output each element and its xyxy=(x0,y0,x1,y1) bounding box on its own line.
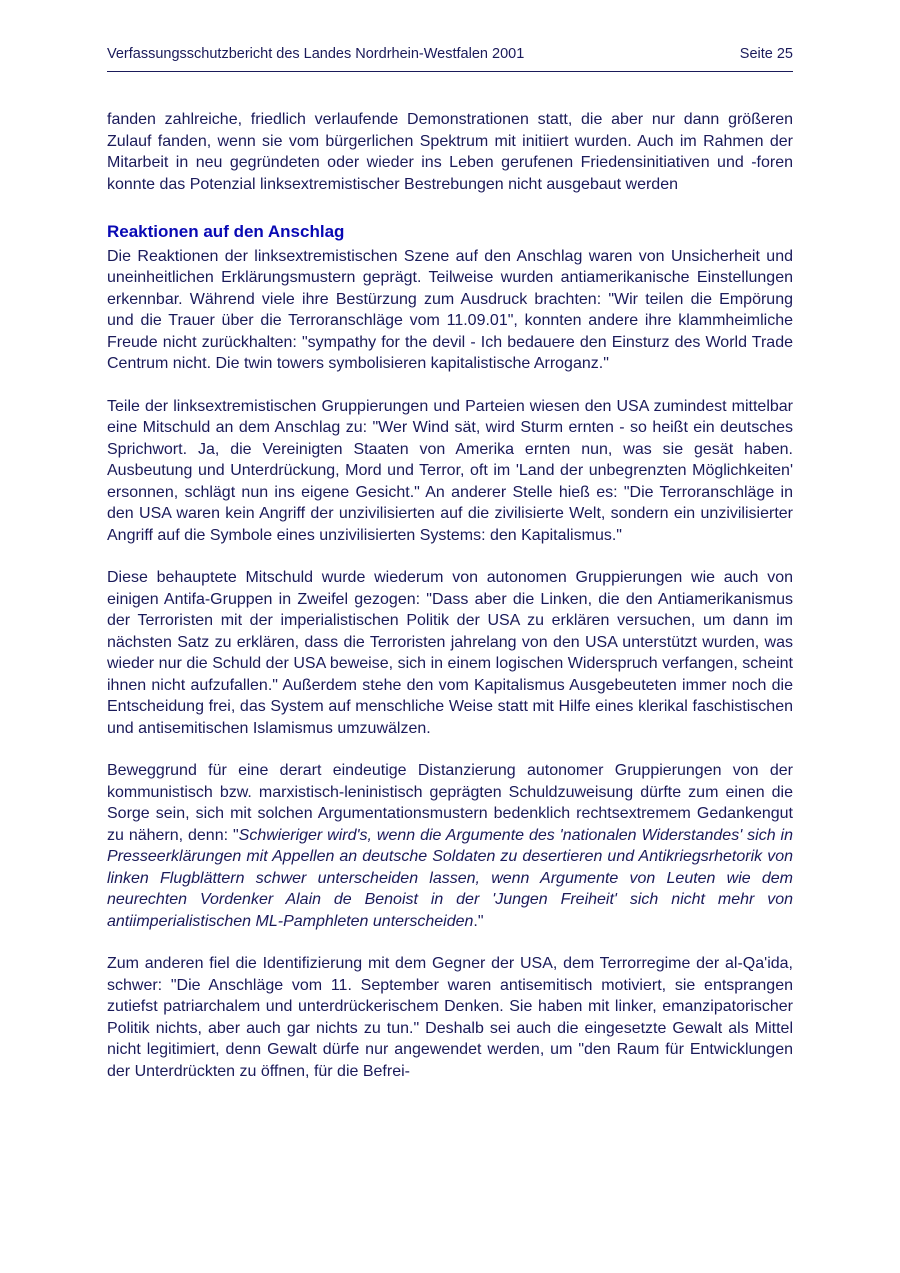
paragraph-intro: fanden zahlreiche, friedlich verlaufende Demonstrationen statt, die aber nur dann größeren Zulauf fanden, wenn sie vom bürgerlichen Spektrum mit initiiert wurden. Auch im Rahmen der Mitarbeit in neu gegründeten oder wieder ins Leben gerufenen Friedensinitiativen und -foren konnte das Potenzial linksextremistischer Bestrebungen nicht ausgebaut werden xyxy=(107,111,793,193)
paragraph-mitschuld: Teile der linksextremistischen Gruppierungen und Parteien wiesen den USA zumindest mittelbar eine Mitschuld an dem Anschlag zu: "Wer Wind sät, wird Sturm ernten - so heißt ein deutsches Sprichwort. Ja, die Vereinigten Staaten von Amerika ernten nun, was sie gesät haben. Ausbeutung und Unterdrückung, Mord und Terror, oft im 'Land der unbegrenzten Möglichkeiten' ersonnen, schlägt nun ins eigene Gesicht." An anderer Stelle hieß es: "Die Terroranschläge in den USA waren kein Angriff der unzivilisierten auf die zivilisierte Welt, sondern ein unzivilisierter Angriff auf die Symbole eines unzivilisierten Systems: den Kapitalismus." xyxy=(107,397,793,544)
beweggrund-suffix-text: ." xyxy=(473,912,484,930)
paragraph-zweifel: Diese behauptete Mitschuld wurde wiederum von autonomen Gruppierungen wie auch von einigen Antifa-Gruppen in Zweifel gezogen: "Dass aber die Linken, die den Antiamerikanismus der Terroristen mit der imperialistischen Politik der USA zu erklären versuchen, um dann im nächsten Satz zu erklären, dass die Terroristen jahrelang von den USA unterstützt wurden, was wieder nur die Schuld der USA beweise, sich in einem logischen Widerspruch verfangen, scheint ihnen nicht aufzufallen." Außerdem stehe den vom Kapitalismus Ausgebeuteten immer noch die Entscheidung frei, das System auf menschliche Weise statt mit Hilfe eines klerikal faschistischen und antisemitischen Islamismus umzuwälzen. xyxy=(107,569,793,737)
paragraph-beweggrund xyxy=(107,760,793,932)
paragraph-identifizierung: Zum anderen fiel die Identifizierung mit dem Gegner der USA, dem Terrorregime der al-Qa'ida, schwer: "Die Anschläge vom 11. September waren antisemitisch motiviert, sie entsprangen zutiefst patriarchalem und unterdrückerischem Denken. Sie haben mit linker, emanzipatorischer Politik nichts, aber auch gar nichts zu tun." Deshalb sei auch die eingesetzte Gewalt als Mittel nicht legitimiert, denn Gewalt dürfe nur angewendet werden, um "den Raum für Entwicklungen der Unterdrückten zu öffnen, für die Befrei- xyxy=(107,955,793,1080)
beweggrund-quote-italic: Schwieriger wird's, wenn die Argumente des 'nationalen Widerstandes' sich in Presseerklärungen mit Appellen an deutsche Soldaten zu desertieren und Antikriegsrhetorik von linken Flugblättern schwer unterscheiden lassen, wenn Argumente von Leuten wie dem neurechten Vordenker Alain de Benoist in der 'Jungen Freiheit' sich nicht mehr von antiimperialistischen ML-Pamphleten unterscheiden xyxy=(107,826,793,930)
page-body xyxy=(107,109,793,1082)
header-page-number: Seite 25 xyxy=(739,46,793,62)
section-heading: Reaktionen auf den Anschlag xyxy=(107,222,345,241)
paragraph-reactions: Die Reaktionen der linksextremistischen Szene auf den Anschlag waren von Unsicherheit und uneinheitlichen Erklärungsmustern geprägt. Teilweise wurden antiamerikanische Einstellungen erkennbar. Während viele ihre Bestürzung zum Ausdruck brachten: "Wir teilen die Empörung und die Trauer über die Terroranschläge vom 11.09.01", konnten andere ihre klammheimliche Freude nicht zurückhalten: "sympathy for the devil - Ich bedauere den Einsturz des World Trade Centrum nicht. Die twin towers symbolisieren kapitalistische Arroganz." xyxy=(107,247,793,372)
beweggrund-lead-text: Beweggrund für eine derart eindeutige Distanzierung autonomer Gruppierungen von der kommunistisch bzw. marxistisch-leninistisch geprägten Schuldzuweisung dürfte zum einen die Sorge sein, sich mit solchen Argumentationsmustern bedenklich rechtsextremem Gedankengut zu nähern, denn: " xyxy=(107,762,793,844)
page-header xyxy=(107,46,793,72)
header-title: Verfassungsschutzbericht des Landes Nordrhein-Westfalen 2001 xyxy=(107,46,525,62)
